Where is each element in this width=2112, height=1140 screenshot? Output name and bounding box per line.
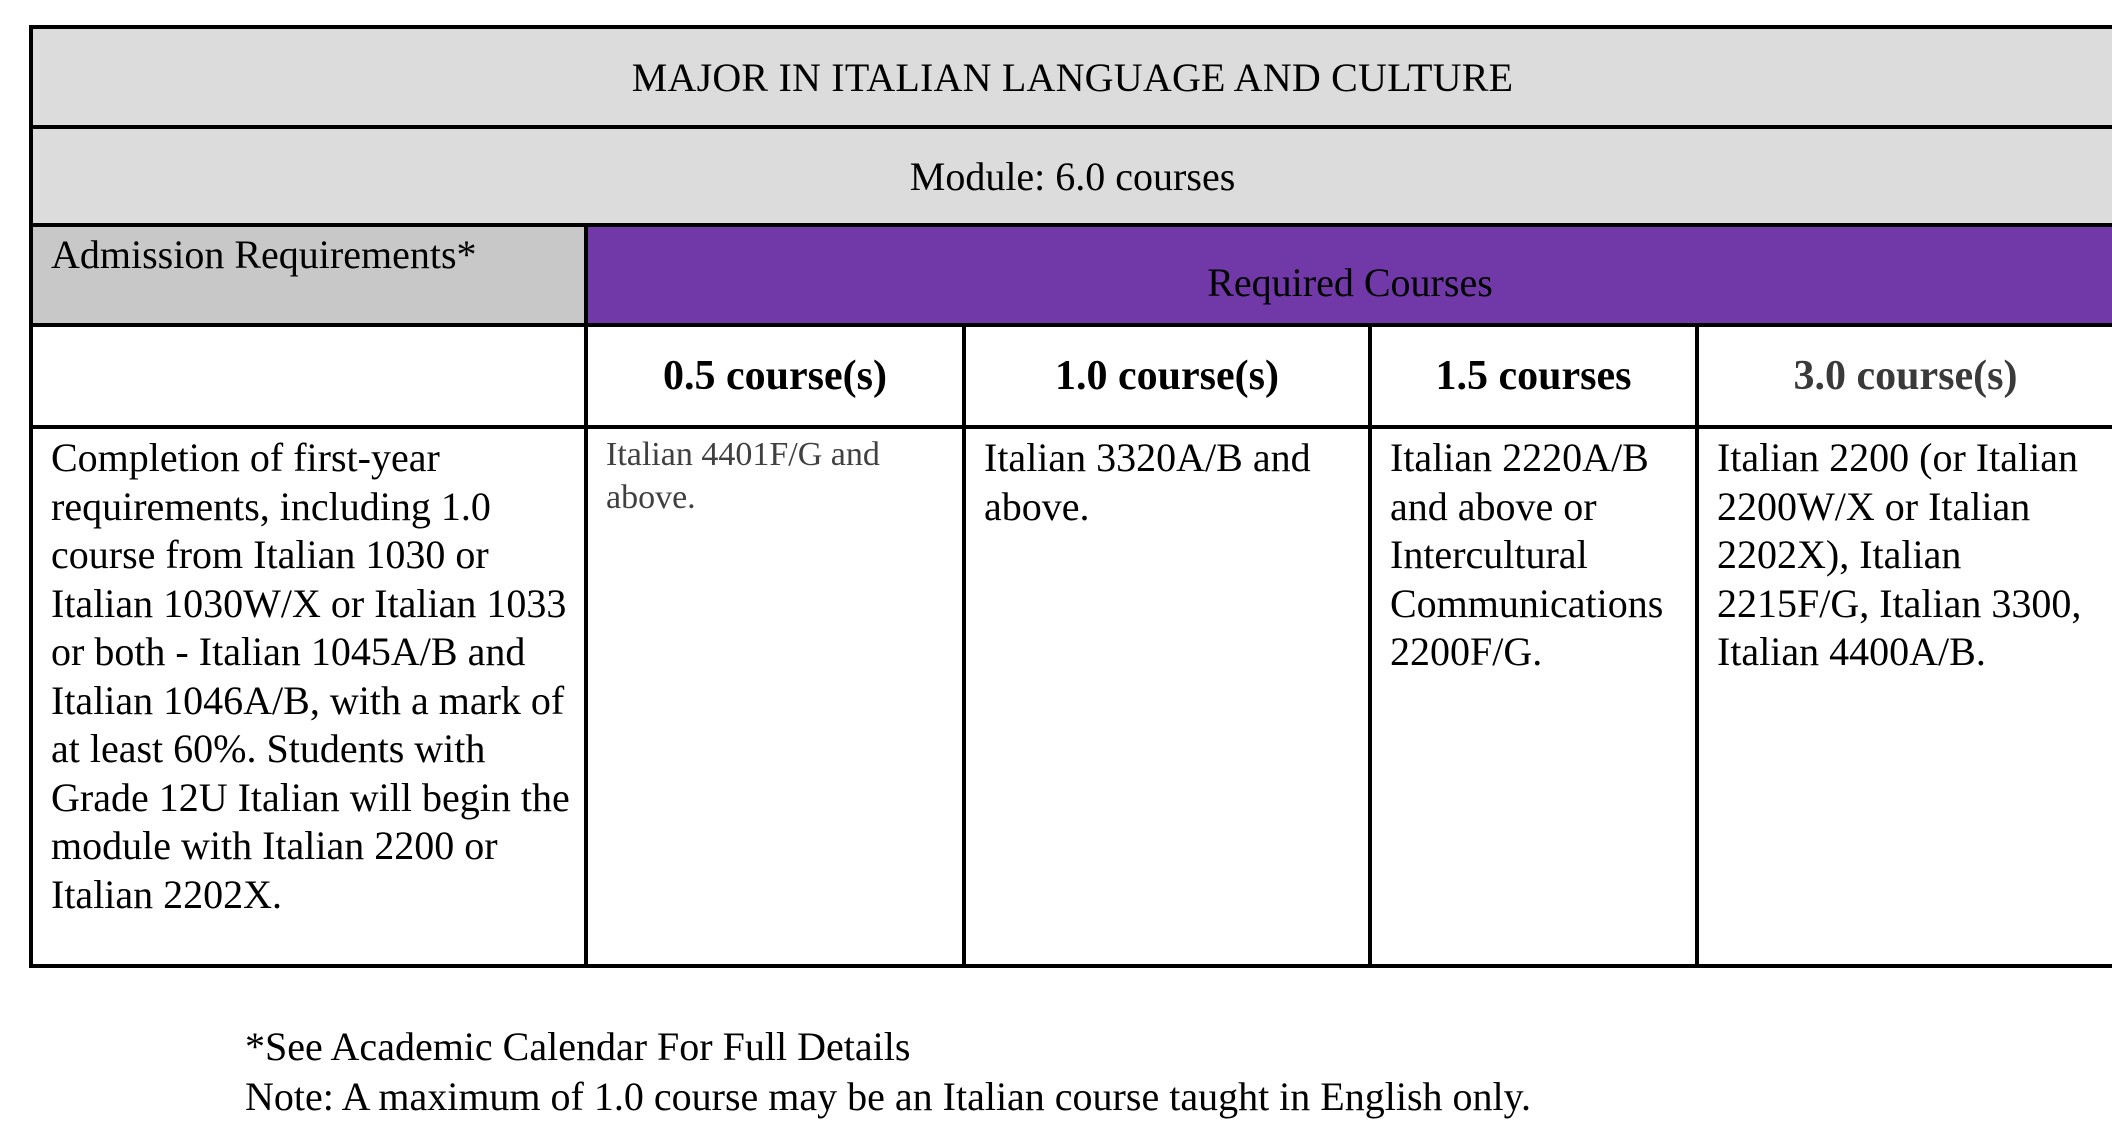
section-header-row: [31, 225, 2112, 325]
table-title: MAJOR IN ITALIAN LANGUAGE AND CULTURE: [31, 27, 2112, 127]
credit-header-1-5: 1.5 courses: [1370, 325, 1697, 427]
english-course-note: Note: A maximum of 1.0 course may be an Italian course taught in English only.: [245, 1074, 1532, 1119]
footnotes: [245, 1022, 1531, 1122]
admission-requirements-header: Admission Requirements*: [31, 225, 586, 325]
title-row: [31, 27, 2112, 127]
credit-header-3-0: 3.0 course(s): [1697, 325, 2112, 427]
module-size: Module: 6.0 courses: [31, 127, 2112, 225]
credit-header-row: [31, 325, 2112, 427]
blank-cell: [31, 325, 586, 427]
module-table: [29, 25, 2112, 968]
courses-1-5-text: Italian 2220A/B and above or Intercultural Communications 2200F/G.: [1370, 427, 1697, 966]
requirements-row: [31, 427, 2112, 966]
module-row: [31, 127, 2112, 225]
credit-header-1-0: 1.0 course(s): [964, 325, 1370, 427]
calendar-footnote: *See Academic Calendar For Full Details: [245, 1024, 911, 1069]
required-courses-header: Required Courses: [586, 225, 2112, 325]
courses-3-0-text: Italian 2200 (or Italian 2200W/X or Italian 2202X), Italian 2215F/G, Italian 3300, Italian 4400A/B.: [1697, 427, 2112, 966]
credit-header-0-5: 0.5 course(s): [586, 325, 964, 427]
courses-0-5-text: Italian 4401F/G and above.: [586, 427, 964, 966]
courses-1-0-text: Italian 3320A/B and above.: [964, 427, 1370, 966]
admission-requirements-text: Completion of first-year requirements, including 1.0 course from Italian 1030 or Italian 1030W/X or Italian 1033 or both - Italian 1045A/B and Italian 1046A/B, with a mark of at least 60%. Students with Grade 12U Italian will begin the module with Italian 2200 or Italian 2202X.: [31, 427, 586, 966]
